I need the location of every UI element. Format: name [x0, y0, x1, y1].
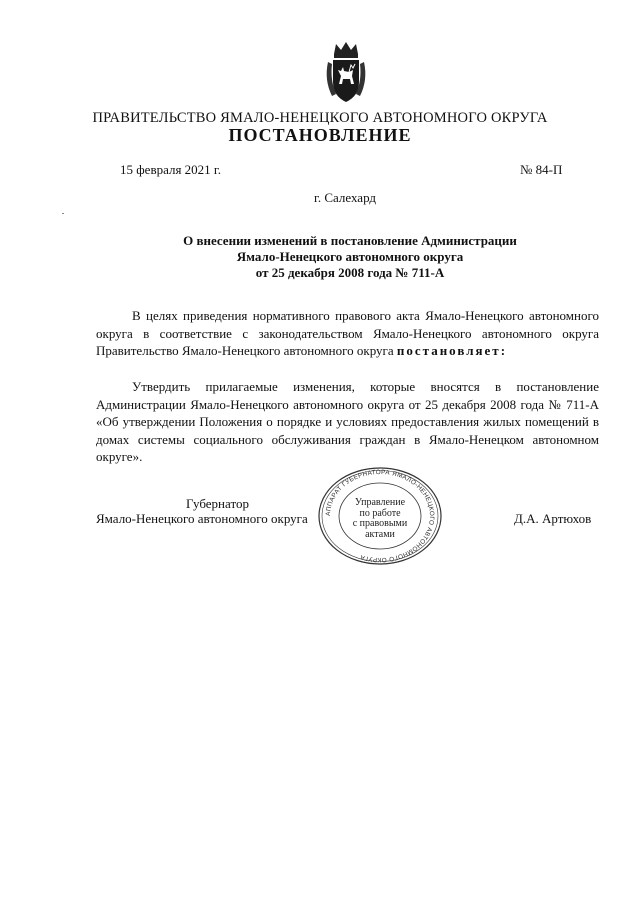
seal-line: с правовыми [352, 518, 408, 529]
document-title: ПОСТАНОВЛЕНИЕ [228, 125, 412, 145]
resolves-keyword: постановляет: [396, 343, 508, 358]
government-name: ПРАВИТЕЛЬСТВО ЯМАЛО-НЕНЕЦКОГО АВТОНОМНОГО ОКРУГА [92, 110, 548, 126]
signer-title-line1: Губернатор [186, 496, 249, 511]
seal-ring-text: АППАРАТ ГУБЕРНАТОРА ЯМАЛО-НЕНЕЦКОГО АВТОНОМНОГО ОКРУГА [324, 468, 436, 564]
body-paragraph-2: Утвердить прилагаемые изменения, которые вносятся в постановление Администрации Ямало-Ненецкого автономного округа от 25 декабря 2008 года № 711-А «Об утверждении Положения о порядке и условиях предоставления жилых помещений в домах системы социального обслуживания граждан в Ямало-Ненецком автономном округе». [96, 379, 599, 464]
coat-of-arms-icon [322, 40, 370, 106]
body-paragraph-1 [96, 307, 599, 360]
signer-name: Д.А. Артюхов [514, 511, 592, 526]
paragraph-text: В целях приведения нормативного правового акта Ямало-Ненецкого автономного округа в соответствие с законодательством Ямало-Ненецкого автономного округа Правительство Ямало-Ненецкого автономного округа [96, 308, 599, 358]
signer-title-line2: Ямало-Ненецкого автономного округа [96, 511, 308, 526]
seal-line: по работе [359, 507, 401, 519]
subject-line: от 25 декабря 2008 года № 711-А [255, 265, 445, 280]
margin-mark [62, 213, 64, 214]
seal-inner-text [338, 498, 422, 540]
seal-line: актами [365, 528, 395, 540]
document-city: г. Салехард [313, 190, 377, 205]
subject-line: Ямало-Ненецкого автономного округа [236, 249, 464, 264]
seal-line: Управление [354, 497, 406, 508]
subject-line: О внесении изменений в постановление Администрации [183, 233, 517, 248]
document-date: 15 февраля 2021 г. [120, 162, 222, 177]
document-number: № 84-П [520, 162, 563, 177]
document-subject [120, 233, 580, 281]
